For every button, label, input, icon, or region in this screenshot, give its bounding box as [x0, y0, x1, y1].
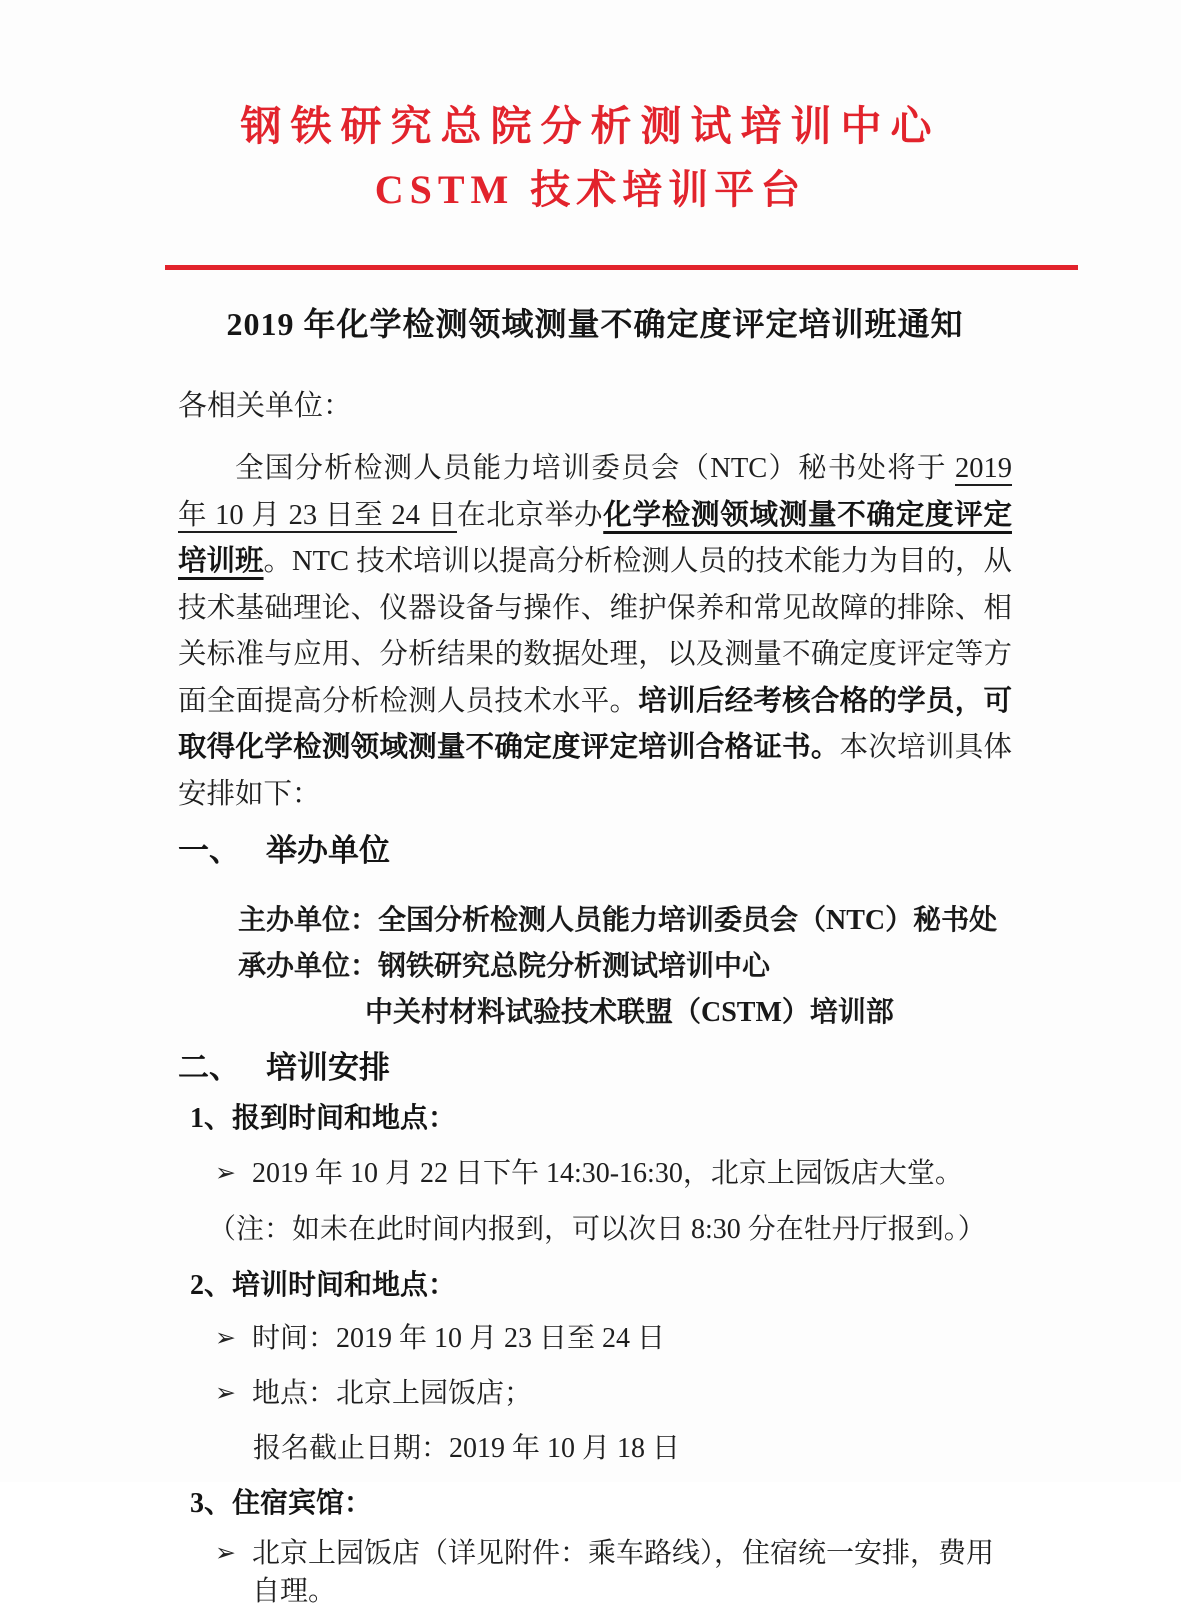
arrow-bullet-icon: ➢: [215, 1325, 236, 1352]
sub-1-title: 1、报到时间和地点：: [190, 1103, 457, 1134]
intro-segment: 全国分析检测人员能力培训委员会（NTC）秘书处将于: [235, 453, 955, 484]
letterhead-line1: 钢铁研究总院分析测试培训中心: [240, 103, 941, 149]
intro-paragraph: [178, 446, 1012, 818]
section-2-heading: [178, 1048, 1012, 1088]
place-bullet-text: 地点：北京上园饭店；: [251, 1378, 532, 1409]
undertaker-unit-line: 承办单位：钢铁研究总院分析测试培训中心: [238, 951, 771, 982]
host-unit-line: 主办单位：全国分析检测人员能力培训委员会（NTC）秘书处: [238, 905, 998, 936]
time-bullet-text: 时间：2019 年 10 月 23 日至 24 日: [251, 1323, 665, 1354]
arrow-bullet-icon: ➢: [215, 1380, 236, 1407]
sub-3-title: 3、住宿宾馆：: [190, 1488, 373, 1519]
intro-segment: 在北京举办: [456, 499, 604, 531]
place-bullet-row: [215, 1375, 1012, 1413]
section-1-heading: [178, 831, 1012, 871]
hotel-bullet-row: [215, 1535, 1012, 1611]
arrow-bullet-icon: ➢: [215, 1540, 236, 1567]
intro-segment-course-name: 化学检测领域测量不确定度评定培训班: [178, 499, 1012, 577]
sub-2-title: 2、培训时间和地点：: [190, 1270, 457, 1301]
arrow-bullet-icon: ➢: [215, 1160, 236, 1187]
intro-segment: 本次培训具体安排如下：: [178, 732, 1012, 810]
letterhead-line2: CSTM 技术培训平台: [374, 167, 807, 212]
letterhead-divider-rule: [165, 265, 1078, 270]
undertaker-unit-line-2: 中关村材料试验技术联盟（CSTM）培训部: [365, 997, 894, 1028]
intro-segment-dates-underlined: 2019 年 10 月 23 日至 24 日: [178, 453, 1012, 531]
time-bullet-row: [215, 1320, 1012, 1358]
intro-segment-certificate-bold: 培训后经考核合格的学员，可取得化学检测领域测量不确定度评定培训合格证书。: [178, 685, 1012, 763]
intro-segment: 。NTC 技术培训以提高分析检测人员的技术能力为目的，从技术基础理论、仪器设备与操作、维护保养和常见故障的排除、相关标准与应用、分析结果的数据处理，以及测量不确定度评定等方面全面提高分析检测人员技术水平。: [178, 546, 1012, 717]
checkin-bullet-text: 2019 年 10 月 22 日下午 14:30-16:30，北京上园饭店大堂。: [251, 1158, 963, 1189]
section-1-title: 举办单位: [266, 833, 390, 868]
hotel-bullet-text: 北京上园饭店（详见附件：乘车路线），住宿统一安排，费用自理。: [251, 1538, 994, 1607]
section-1-number: 一、: [178, 833, 240, 868]
section-2-number: 二、: [178, 1050, 240, 1085]
letterhead: [0, 0, 1181, 216]
checkin-bullet-row: [215, 1155, 1012, 1193]
document-body: [178, 303, 1012, 1611]
checkin-note: （注：如未在此时间内报到，可以次日 8:30 分在牡丹厅报到。）: [208, 1214, 986, 1245]
salutation: 各相关单位：: [178, 390, 353, 422]
section-2-title: 培训安排: [266, 1050, 390, 1085]
organizer-block: [178, 898, 1012, 1036]
doc-title: 2019 年化学检测领域测量不确定度评定培训班通知: [226, 306, 964, 342]
registration-deadline: 报名截止日期：2019 年 10 月 18 日: [253, 1433, 681, 1464]
